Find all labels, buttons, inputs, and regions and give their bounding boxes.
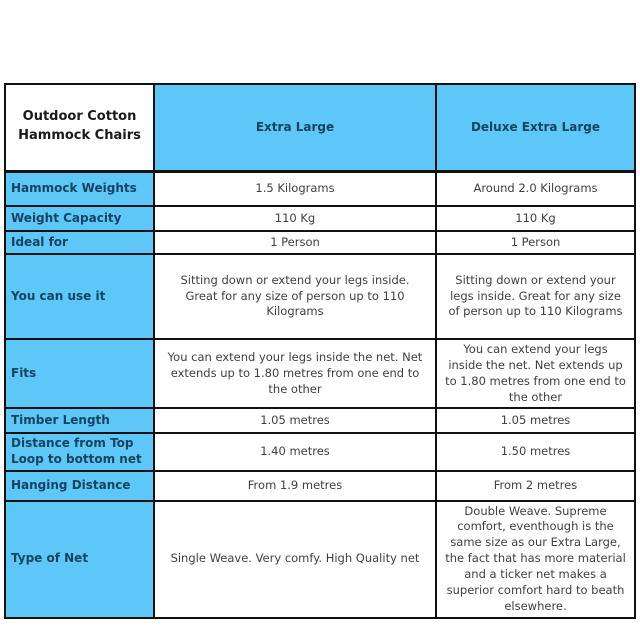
- row-label-timber-length: Timber Length: [5, 408, 154, 433]
- value-extra-large: From 1.9 metres: [154, 471, 436, 501]
- row-label-you-can-use-it: You can use it: [5, 254, 154, 339]
- value-deluxe-extra-large: 1.50 metres: [436, 433, 635, 470]
- table-row: [5, 171, 635, 206]
- value-deluxe-extra-large: 1 Person: [436, 231, 635, 254]
- column-header-extra-large: Extra Large: [154, 84, 436, 171]
- value-extra-large: 1.05 metres: [154, 408, 436, 433]
- value-deluxe-extra-large: You can extend your legs inside the net. Net extends up to 1.80 metres from one end to the other: [436, 339, 635, 408]
- hammock-comparison-table: [4, 83, 636, 619]
- table-row: [5, 206, 635, 231]
- value-deluxe-extra-large: From 2 metres: [436, 471, 635, 501]
- table-row: [5, 254, 635, 339]
- value-deluxe-extra-large: Around 2.0 Kilograms: [436, 171, 635, 206]
- value-extra-large: Sitting down or extend your legs inside. Great for any size of person up to 110 Kilograms: [154, 254, 436, 339]
- table-row: [5, 433, 635, 470]
- row-label-distance-top-loop: Distance from Top Loop to bottom net: [5, 433, 154, 470]
- row-label-hammock-weights: Hammock Weights: [5, 171, 154, 206]
- value-deluxe-extra-large: 110 Kg: [436, 206, 635, 231]
- row-label-fits: Fits: [5, 339, 154, 408]
- table-row: [5, 501, 635, 618]
- value-extra-large: 1.40 metres: [154, 433, 436, 470]
- value-deluxe-extra-large: Sitting down or extend your legs inside. Great for any size of person up to 110 Kilograms: [436, 254, 635, 339]
- column-header-deluxe-extra-large: Deluxe Extra Large: [436, 84, 635, 171]
- row-label-ideal-for: Ideal for: [5, 231, 154, 254]
- value-deluxe-extra-large: Double Weave. Supreme comfort, eventhough is the same size as our Extra Large, the fact that has more material and a ticker net makes a superior comfort hard to beath elsewhere.: [436, 501, 635, 618]
- row-label-type-of-net: Type of Net: [5, 501, 154, 618]
- table-header-row: [5, 84, 635, 171]
- value-extra-large: 110 Kg: [154, 206, 436, 231]
- value-extra-large: 1 Person: [154, 231, 436, 254]
- table-row: [5, 408, 635, 433]
- table-row: [5, 471, 635, 501]
- value-extra-large: 1.5 Kilograms: [154, 171, 436, 206]
- table-row: [5, 339, 635, 408]
- value-deluxe-extra-large: 1.05 metres: [436, 408, 635, 433]
- value-extra-large: Single Weave. Very comfy. High Quality net: [154, 501, 436, 618]
- table-title-cell: Outdoor Cotton Hammock Chairs: [5, 84, 154, 171]
- table-row: [5, 231, 635, 254]
- value-extra-large: You can extend your legs inside the net. Net extends up to 1.80 metres from one end to the other: [154, 339, 436, 408]
- row-label-hanging-distance: Hanging Distance: [5, 471, 154, 501]
- row-label-weight-capacity: Weight Capacity: [5, 206, 154, 231]
